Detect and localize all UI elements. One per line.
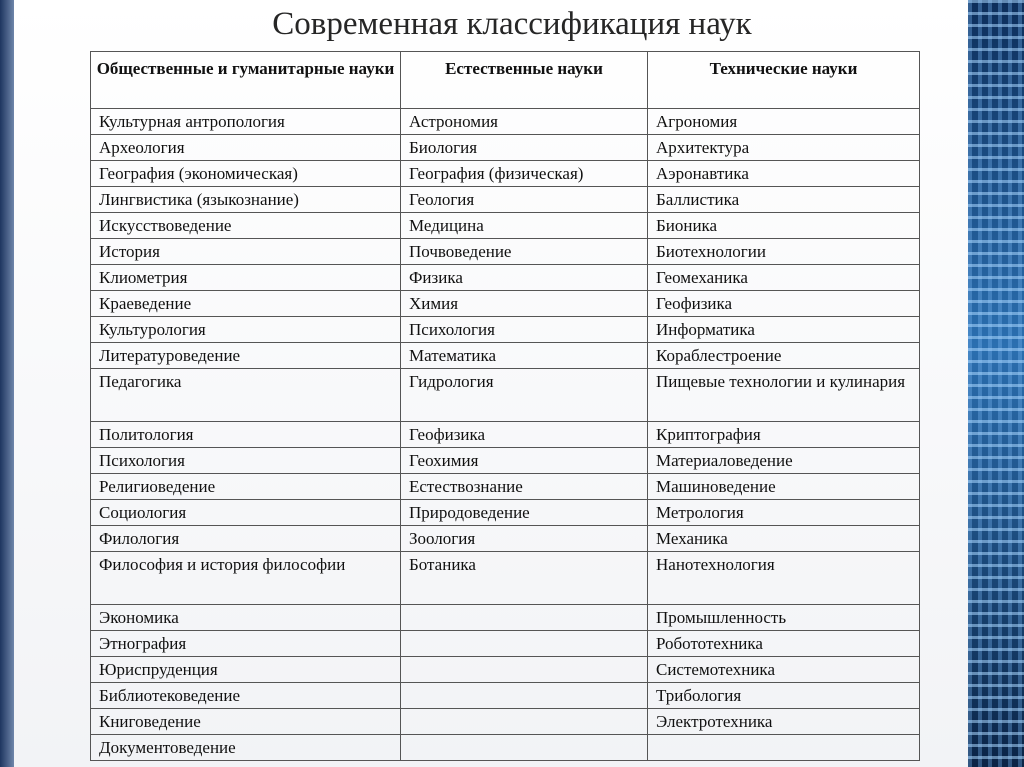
table-cell: Материаловедение	[648, 448, 920, 474]
table-cell: Экономика	[91, 605, 401, 631]
table-cell: Зоология	[401, 526, 648, 552]
table-cell: Документоведение	[91, 735, 401, 761]
table-cell: Медицина	[401, 213, 648, 239]
table-cell: Баллистика	[648, 187, 920, 213]
table-cell: История	[91, 239, 401, 265]
table-row	[91, 109, 920, 135]
table-cell: Математика	[401, 343, 648, 369]
table-cell: Литературоведение	[91, 343, 401, 369]
table-cell: Информатика	[648, 317, 920, 343]
table-cell	[401, 657, 648, 683]
table-row	[91, 135, 920, 161]
table-row	[91, 474, 920, 500]
table-cell: Геохимия	[401, 448, 648, 474]
table-cell: Социология	[91, 500, 401, 526]
table-cell: География (экономическая)	[91, 161, 401, 187]
table-row	[91, 213, 920, 239]
table-cell: Физика	[401, 265, 648, 291]
table-cell: Культурная антропология	[91, 109, 401, 135]
table-cell: Механика	[648, 526, 920, 552]
table-row	[91, 448, 920, 474]
table-row	[91, 605, 920, 631]
table-row	[91, 265, 920, 291]
table-cell: Биология	[401, 135, 648, 161]
table-row	[91, 631, 920, 657]
table-cell: Гидрология	[401, 369, 648, 422]
table-cell: Психология	[91, 448, 401, 474]
table-cell: Религиоведение	[91, 474, 401, 500]
table-cell: Агрономия	[648, 109, 920, 135]
table-cell: Нанотехнология	[648, 552, 920, 605]
table-cell: Электротехника	[648, 709, 920, 735]
table-row	[91, 291, 920, 317]
table-cell: Археология	[91, 135, 401, 161]
table-cell: География (физическая)	[401, 161, 648, 187]
table-row	[91, 526, 920, 552]
table-cell: Этнография	[91, 631, 401, 657]
table-row	[91, 369, 920, 422]
table-cell: Бионика	[648, 213, 920, 239]
table-cell: Биотехнологии	[648, 239, 920, 265]
table-cell: Искусствоведение	[91, 213, 401, 239]
table-row	[91, 239, 920, 265]
table-cell	[648, 735, 920, 761]
table-row	[91, 343, 920, 369]
table-cell: Трибология	[648, 683, 920, 709]
table-cell: Геофизика	[401, 422, 648, 448]
table-cell: Библиотековедение	[91, 683, 401, 709]
table-cell: Геофизика	[648, 291, 920, 317]
table-cell: Книговедение	[91, 709, 401, 735]
table-cell: Химия	[401, 291, 648, 317]
table-cell: Лингвистика (языкознание)	[91, 187, 401, 213]
background-left-strip	[0, 0, 14, 767]
background-binary-pattern	[968, 0, 1024, 767]
header-natural: Естественные науки	[401, 52, 648, 109]
table-cell: Культурология	[91, 317, 401, 343]
table-cell: Ботаника	[401, 552, 648, 605]
table-cell	[401, 605, 648, 631]
table-cell: Краеведение	[91, 291, 401, 317]
table-cell: Политология	[91, 422, 401, 448]
classification-table	[90, 51, 920, 761]
table-body	[91, 109, 920, 761]
table-cell: Природоведение	[401, 500, 648, 526]
table-cell: Психология	[401, 317, 648, 343]
table-row	[91, 317, 920, 343]
table-cell: Юриспруденция	[91, 657, 401, 683]
table-cell: Педагогика	[91, 369, 401, 422]
table-cell: Системотехника	[648, 657, 920, 683]
table-cell: Философия и история философии	[91, 552, 401, 605]
table-cell: Геомеханика	[648, 265, 920, 291]
table-cell: Пищевые технологии и кулинария	[648, 369, 920, 422]
table-cell: Криптография	[648, 422, 920, 448]
table-cell: Робототехника	[648, 631, 920, 657]
table-row	[91, 683, 920, 709]
table-row	[91, 657, 920, 683]
table-cell: Метрология	[648, 500, 920, 526]
table-row	[91, 161, 920, 187]
table-cell	[401, 631, 648, 657]
table-cell: Естествознание	[401, 474, 648, 500]
table-cell	[401, 709, 648, 735]
table-cell: Промышленность	[648, 605, 920, 631]
header-humanities: Общественные и гуманитарные науки	[91, 52, 401, 109]
table-row	[91, 187, 920, 213]
table-cell: Астрономия	[401, 109, 648, 135]
header-technical: Технические науки	[648, 52, 920, 109]
table-cell: Филология	[91, 526, 401, 552]
table-cell: Геология	[401, 187, 648, 213]
table-cell: Кораблестроение	[648, 343, 920, 369]
table-cell: Аэронавтика	[648, 161, 920, 187]
slide-title: Современная классификация наук	[272, 6, 752, 42]
table-row	[91, 735, 920, 761]
table-cell: Клиометрия	[91, 265, 401, 291]
table-cell: Машиноведение	[648, 474, 920, 500]
table-row	[91, 500, 920, 526]
table-cell	[401, 735, 648, 761]
table-row	[91, 552, 920, 605]
table-cell	[401, 683, 648, 709]
table-cell: Архитектура	[648, 135, 920, 161]
table-row	[91, 709, 920, 735]
table-row	[91, 422, 920, 448]
table-cell: Почвоведение	[401, 239, 648, 265]
table-header-row	[91, 52, 920, 109]
